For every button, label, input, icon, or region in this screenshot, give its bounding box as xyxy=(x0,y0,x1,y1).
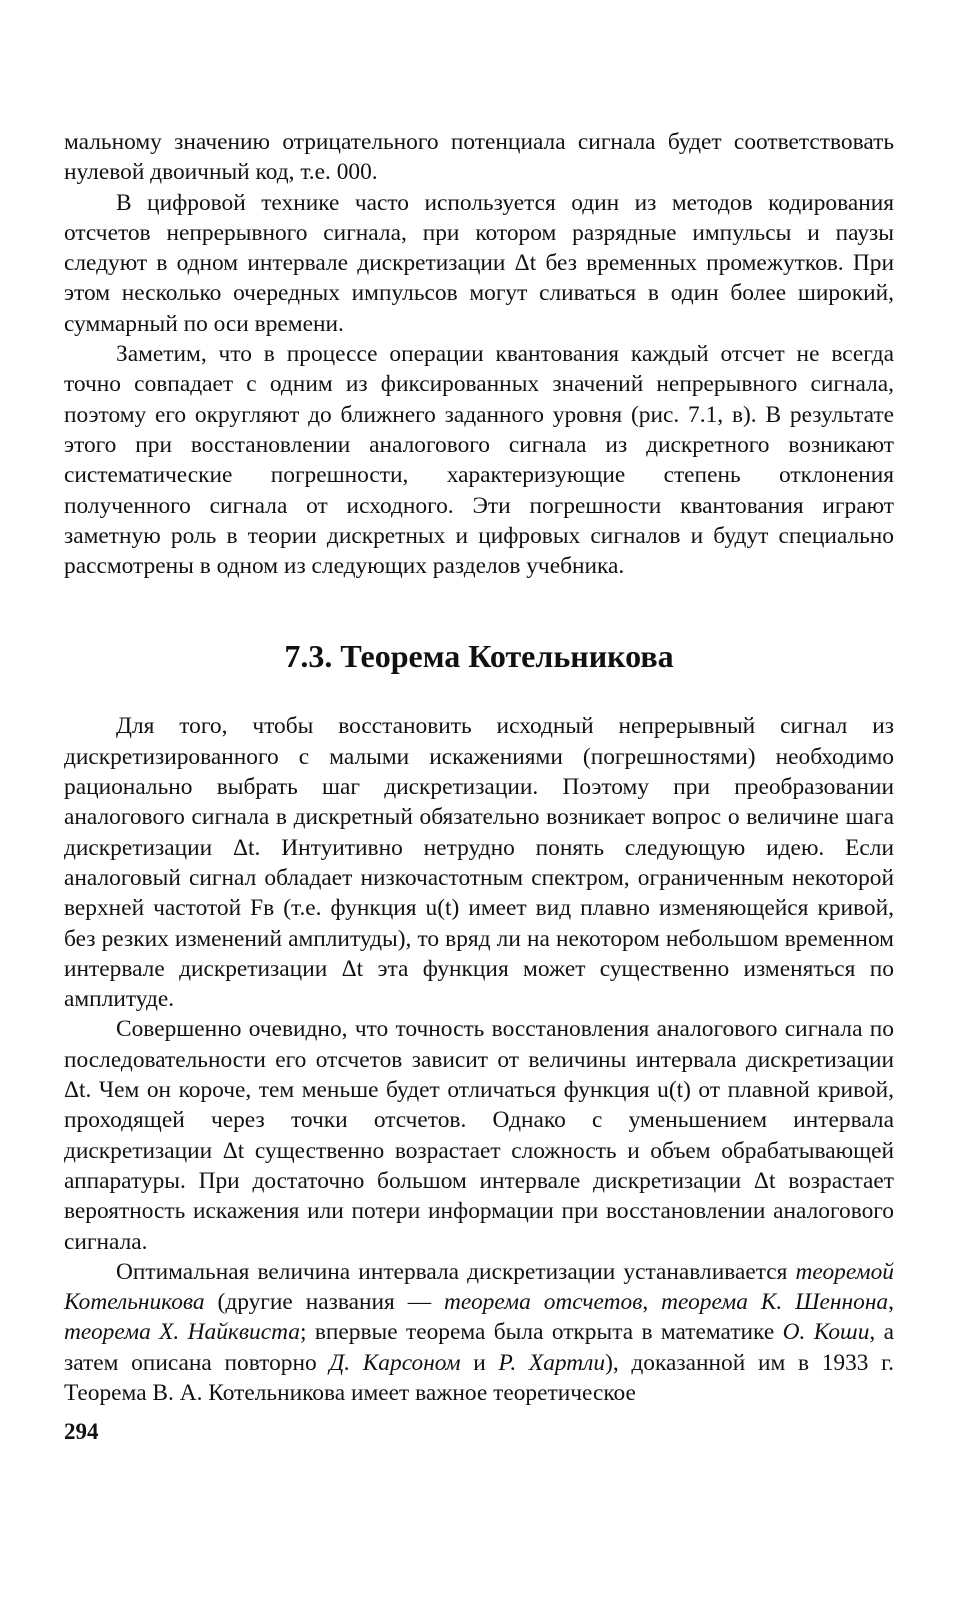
text-run: , xyxy=(888,1289,894,1316)
page-number: 294 xyxy=(64,1419,99,1444)
text-run: ), доказанной им в 1933 г. Теорема В. А. Котельникова имеет важное теоретическое xyxy=(64,1349,894,1406)
section-heading: 7.3. Теорема Котельникова xyxy=(284,638,674,675)
text-run: , xyxy=(642,1289,662,1316)
paragraph-sampling-step: Для того, чтобы восстановить исходный непрерывный сигнал из дискретизированного с малыми искажениями (погрешностями) необходимо рационально выбрать шаг дискретизации. Поэтому при преобразовании аналогового сигнала в дискретный обязательно возникает вопрос о величине шага дискретизации Δt. Интуитивно нетрудно понять следующую идею. Если аналоговый сигнал обладает низкочастотным спектром, ограниченным некоторой верхней частотой Fв (т.е. функция u(t) имеет вид плавно изменяющейся кривой, без резких изменений амплитуды), то вряд ли на некотором небольшом временном интервале дискретизации Δt эта функция может существенно изменяться по амплитуде. xyxy=(64,713,894,1013)
italic-term: Р. Хартли xyxy=(498,1349,606,1376)
page-body xyxy=(64,127,894,1408)
text-run: Оптимальная величина интервала дискретизации устанавливается xyxy=(116,1258,796,1285)
text-run: и xyxy=(460,1349,499,1376)
paragraph-digital-coding: В цифровой технике часто используется один из методов кодирования отсчетов непрерывного сигнала, при котором разрядные импульсы и паузы следуют в одном интервале дискретизации Δt без временных промежутков. При этом несколько очередных импульсов могут сливаться в один более широкий, суммарный по оси времени. xyxy=(64,189,894,337)
italic-term: теорема отсчетов xyxy=(444,1289,643,1316)
paragraph-kotelnikov-theorem xyxy=(64,1257,894,1408)
text-run: (другие названия — xyxy=(204,1289,445,1316)
heading-spacer xyxy=(64,687,894,711)
italic-term: теорема К. Шеннона xyxy=(661,1289,889,1316)
italic-term: Д. Карсоном xyxy=(329,1349,461,1376)
italic-term: теоремой Котельникова xyxy=(64,1258,894,1316)
paragraph-reconstruction-accuracy: Совершенно очевидно, что точность восстановления аналогового сигнала по последовательности его отсчетов зависит от величины интервала дискретизации Δt. Чем он короче, тем меньше будет отличаться функция u(t) от плавной кривой, проходящей через точки отсчетов. Однако с уменьшением интервала дискретизации Δt существенно возрастает сложность и объем обрабатывающей аппаратуры. При достаточно большом интервале дискретизации Δt возрастает вероятность искажения или потери информации при восстановлении аналогового сигнала. xyxy=(64,1016,894,1255)
paragraph-quantization-errors: Заметим, что в процессе операции квантования каждый отсчет не всегда точно совпадает с одним из фиксированных значений непрерывного сигнала, поэтому его округляют до ближнего заданного уровня (рис. 7.1, в). В результате этого при восстановлении аналогового сигнала из дискретного возникают систематические погрешности, характеризующие степень отклонения полученного сигнала от исходного. Эти погрешности квантования играют заметную роль в теории дискретных и цифровых сигналов и будут специально рассмотрены в одном из следующих разделов учебника. xyxy=(64,341,894,580)
paragraph-continuation: мальному значению отрицательного потенциала сигнала будет соответствовать нулевой двоичный код, т.е. 000. xyxy=(64,129,894,186)
text-run: , а затем описана повторно xyxy=(64,1319,895,1376)
italic-term: О. Коши xyxy=(782,1319,870,1346)
text-run: ; впервые теорема была открыта в математике xyxy=(299,1319,783,1346)
italic-term: теорема Х. Найквиста xyxy=(64,1319,300,1346)
